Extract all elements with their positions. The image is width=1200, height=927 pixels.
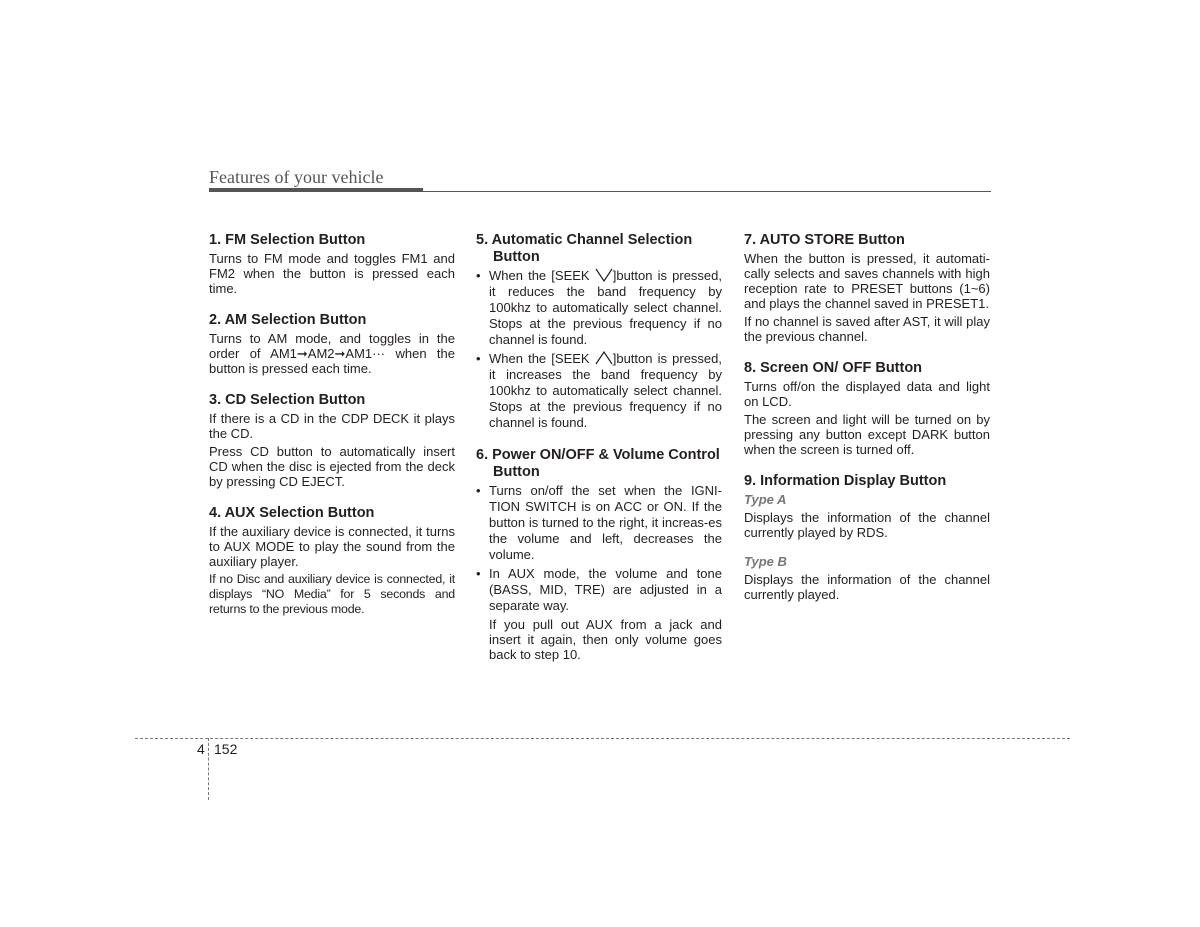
power-item-1 (476, 483, 722, 563)
seek-up-item (476, 351, 722, 431)
info-section (744, 473, 990, 602)
column-1 (209, 232, 455, 633)
type-b-label: Type B (744, 554, 787, 569)
bullet: • (476, 351, 481, 366)
aux-body-1: If the auxiliary device is connected, it turns to AUX MODE to play the sound from the auxiliary player. (209, 524, 455, 569)
power-heading: 6. Power ON/OFF & Volume Control Button (476, 447, 720, 480)
type-a-label: Type A (744, 492, 787, 507)
bullet: • (476, 566, 481, 581)
fm-body: Turns to FM mode and toggles FM1 and FM2 when the button is pressed each time. (209, 251, 455, 296)
fm-section (209, 232, 455, 296)
seek-section (476, 232, 722, 431)
seek-down-item (476, 268, 722, 348)
bullet: • (476, 483, 481, 498)
aux-body-2: If no Disc and auxiliary device is connected, it displays “NO Media” for 5 seconds and returns to the previous mode. (209, 572, 455, 616)
autostore-section (744, 232, 990, 344)
am-body: Turns to AM mode, and toggles in the order of AM1➞AM2➞AM1··· when the button is pressed each time. (209, 331, 455, 376)
seek-down-text-post: ]button is pressed, it reduces the band frequency by 100khz to automatically select channel. Stops at the previous frequency if no channel is found. (489, 268, 722, 347)
cd-body-1: If there is a CD in the CDP DECK it plays the CD. (209, 411, 455, 441)
cd-heading: 3. CD Selection Button (209, 392, 366, 408)
info-heading: 9. Information Display Button (744, 473, 947, 489)
seek-heading: 5. Automatic Channel Selection Button (476, 232, 693, 265)
chevron-up-icon (595, 351, 613, 365)
power-item-2 (476, 566, 722, 614)
power-section (476, 447, 722, 662)
screen-body-2: The screen and light will be turned on by pressing any button except DARK button when the screen is turned off. (744, 412, 990, 457)
column-3 (744, 232, 990, 618)
chevron-down-icon (595, 268, 613, 282)
header-rule-accent (209, 188, 423, 192)
cd-section (209, 392, 455, 489)
screen-section (744, 360, 990, 457)
fm-heading: 1. FM Selection Button (209, 232, 366, 248)
power-item-2-continued: If you pull out AUX from a jack and insert it again, then only volume goes back to step 10. (489, 617, 722, 662)
seek-up-text-pre: When the [SEEK (489, 351, 595, 366)
page-number: 152 (214, 741, 238, 757)
type-b-body: Displays the information of the channel currently played. (744, 572, 990, 602)
autostore-body-2: If no channel is saved after AST, it will play the previous channel. (744, 314, 990, 344)
type-a-body: Displays the information of the channel currently played by RDS. (744, 510, 990, 540)
screen-heading: 8. Screen ON/ OFF Button (744, 360, 923, 376)
autostore-body-1: When the button is pressed, it automati-cally selects and saves channels with high reception rate to PRESET buttons (1~6) and plays the channel saved in PRESET1. (744, 251, 990, 311)
seek-down-text-pre: When the [SEEK (489, 268, 595, 283)
power-list (476, 483, 722, 614)
power-item-1-text: Turns on/off the set when the IGNI-TION SWITCH is on ACC or ON. If the button is turned to the right, it increas-es the volume and left, decreases the volume. (489, 483, 722, 562)
bullet: • (476, 268, 481, 283)
power-item-2-text: In AUX mode, the volume and tone (BASS, MID, TRE) are adjusted in a separate way. (489, 566, 722, 613)
footer-divider (208, 738, 209, 800)
chapter-number: 4 (197, 741, 205, 757)
page-header-title: Features of your vehicle (209, 167, 384, 187)
aux-section (209, 505, 455, 617)
cd-body-2: Press CD button to automatically insert CD when the disc is ejected from the deck by pressing CD EJECT. (209, 444, 455, 489)
footer-rule (135, 738, 1070, 739)
screen-body-1: Turns off/on the displayed data and light on LCD. (744, 379, 990, 409)
seek-up-text-post: ]button is pressed, it increases the band frequency by 100khz to automatically select channel. Stops at the previous frequency if no channel is found. (489, 351, 722, 430)
am-heading: 2. AM Selection Button (209, 312, 367, 328)
seek-list (476, 268, 722, 431)
autostore-heading: 7. AUTO STORE Button (744, 232, 905, 248)
aux-heading: 4. AUX Selection Button (209, 505, 375, 521)
column-2 (476, 232, 722, 678)
am-section (209, 312, 455, 376)
